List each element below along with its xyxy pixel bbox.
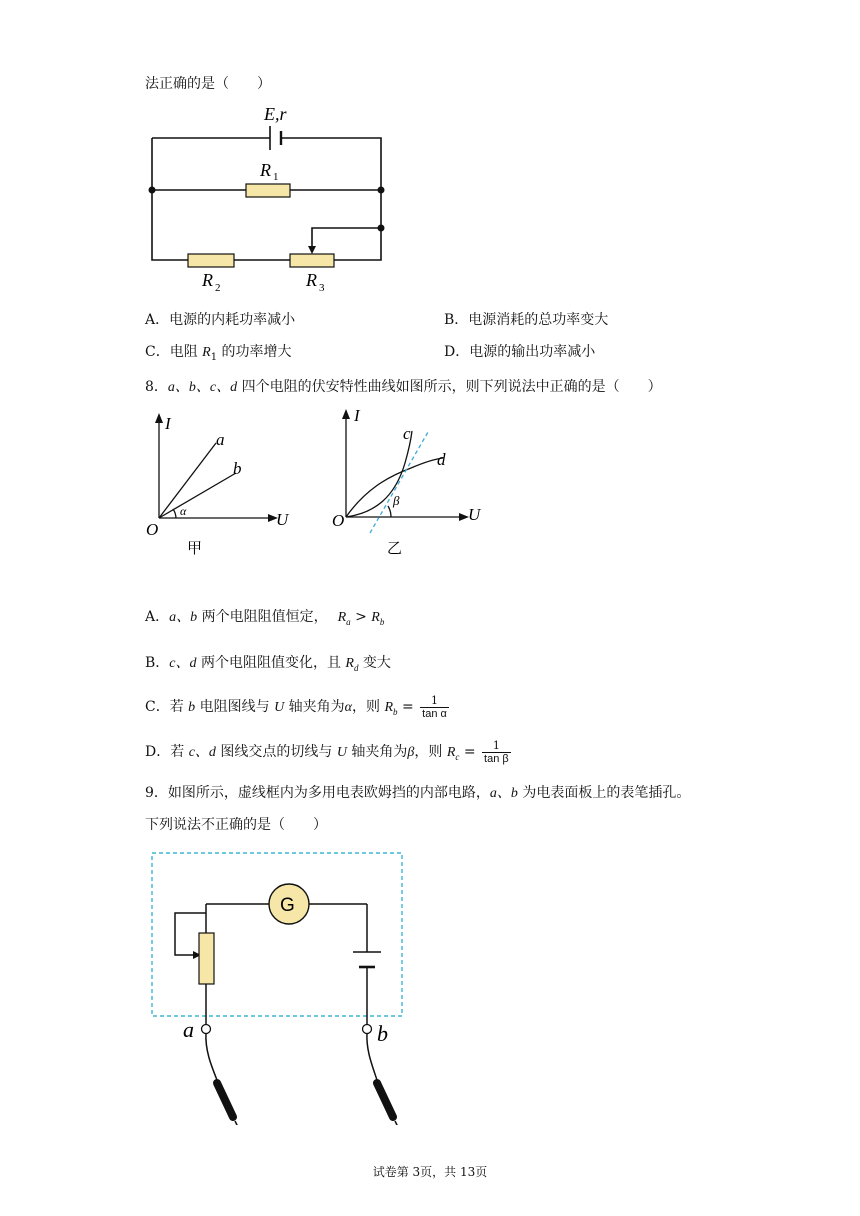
q7-option-d: D．电源的输出功率减小 <box>444 344 596 360</box>
r3-sub: 3 <box>319 282 325 294</box>
dashed-box <box>152 853 402 1016</box>
tangent-line <box>370 432 428 533</box>
r2-label: R <box>202 270 213 290</box>
q9-stem-line1: 9．如图所示，虚线框内为多用电表欧姆挡的内部电路，a、b 为电表面板上的表笔插孔。 <box>145 785 691 801</box>
r1-label: R <box>260 160 271 180</box>
origin-label: O <box>146 520 159 539</box>
curve-c-label: c <box>403 424 411 443</box>
q8-figure-jia <box>140 405 300 565</box>
terminal-b-label: b <box>377 1021 388 1046</box>
line-b-label: b <box>233 459 242 478</box>
fraction-c: $\frac{1}{\text{tan α}}$ <box>422 693 447 720</box>
r2-sub: 2 <box>215 282 221 294</box>
origin-label: O <box>332 511 345 530</box>
line-a <box>159 443 216 518</box>
q7-option-b: B．电源消耗的总功率变大 <box>444 312 609 328</box>
emf-label: E,r <box>264 104 287 124</box>
curve-d-label: d <box>437 450 446 469</box>
q7-circuit-diagram <box>140 98 400 298</box>
q7-stem-tail: 法正确的是（ ） <box>145 76 271 92</box>
r3-label: R <box>306 270 317 290</box>
terminal-a-label: a <box>183 1017 194 1042</box>
axis-i-label: I <box>165 414 171 433</box>
q8-option-a: A．a、b 两个电阻阻值恒定， $R_a > R_b$ <box>145 609 385 627</box>
r1-resistor <box>246 184 290 197</box>
probe-b <box>377 1083 393 1117</box>
r2-resistor <box>188 254 234 267</box>
q9-stem-line2: 下列说法不正确的是（ ） <box>145 817 327 833</box>
variable-resistor <box>199 933 214 984</box>
angle-beta-label: β <box>393 493 400 508</box>
page-footer: 试卷第 3页，共 13页 <box>372 1165 488 1179</box>
q9-ohmmeter-diagram <box>145 845 415 1125</box>
axis-u-label: U <box>276 510 289 529</box>
probe-a <box>217 1083 233 1117</box>
line-b <box>159 473 236 518</box>
junction-dot <box>378 225 385 232</box>
q8-option-c: C．若 b 电阻图线与 U 轴夹角为α，则 $R_b$ = $\frac{1}{\text{tan α}}$ <box>145 693 447 720</box>
q7-option-a: A．电源的内耗功率减小 <box>145 312 296 328</box>
q8-stem: 8．a、b、c、d 四个电阻的伏安特性曲线如图所示，则下列说法中正确的是（ ） <box>145 379 662 395</box>
q8-figure-yi <box>325 405 490 565</box>
q8-option-b: B．c、d 两个电阻阻值变化，且 $R_d$ 变大 <box>145 655 391 673</box>
terminal-b <box>363 1025 372 1034</box>
q8-option-d: D．若 c、d 图线交点的切线与 U 轴夹角为β，则 $R_c$ = $\frac{1}{\text{tan β}}$ <box>145 738 509 765</box>
q7-option-c: C．电阻 $R_1$ 的功率增大 <box>145 344 292 363</box>
angle-alpha-label: α <box>180 504 187 518</box>
r3-rheostat <box>290 254 334 267</box>
line-a-label: a <box>216 430 225 449</box>
fraction-d: $\frac{1}{\text{tan β}}$ <box>484 738 509 765</box>
galvanometer-label: G <box>280 895 295 916</box>
terminal-a <box>202 1025 211 1034</box>
axis-u-label: U <box>468 505 481 524</box>
figure-caption-jia: 甲 <box>187 539 203 557</box>
r1-sub: 1 <box>273 171 279 183</box>
axis-i-label: I <box>354 406 360 425</box>
figure-caption-yi: 乙 <box>387 539 403 557</box>
junction-dot <box>149 187 156 194</box>
junction-dot <box>378 187 385 194</box>
